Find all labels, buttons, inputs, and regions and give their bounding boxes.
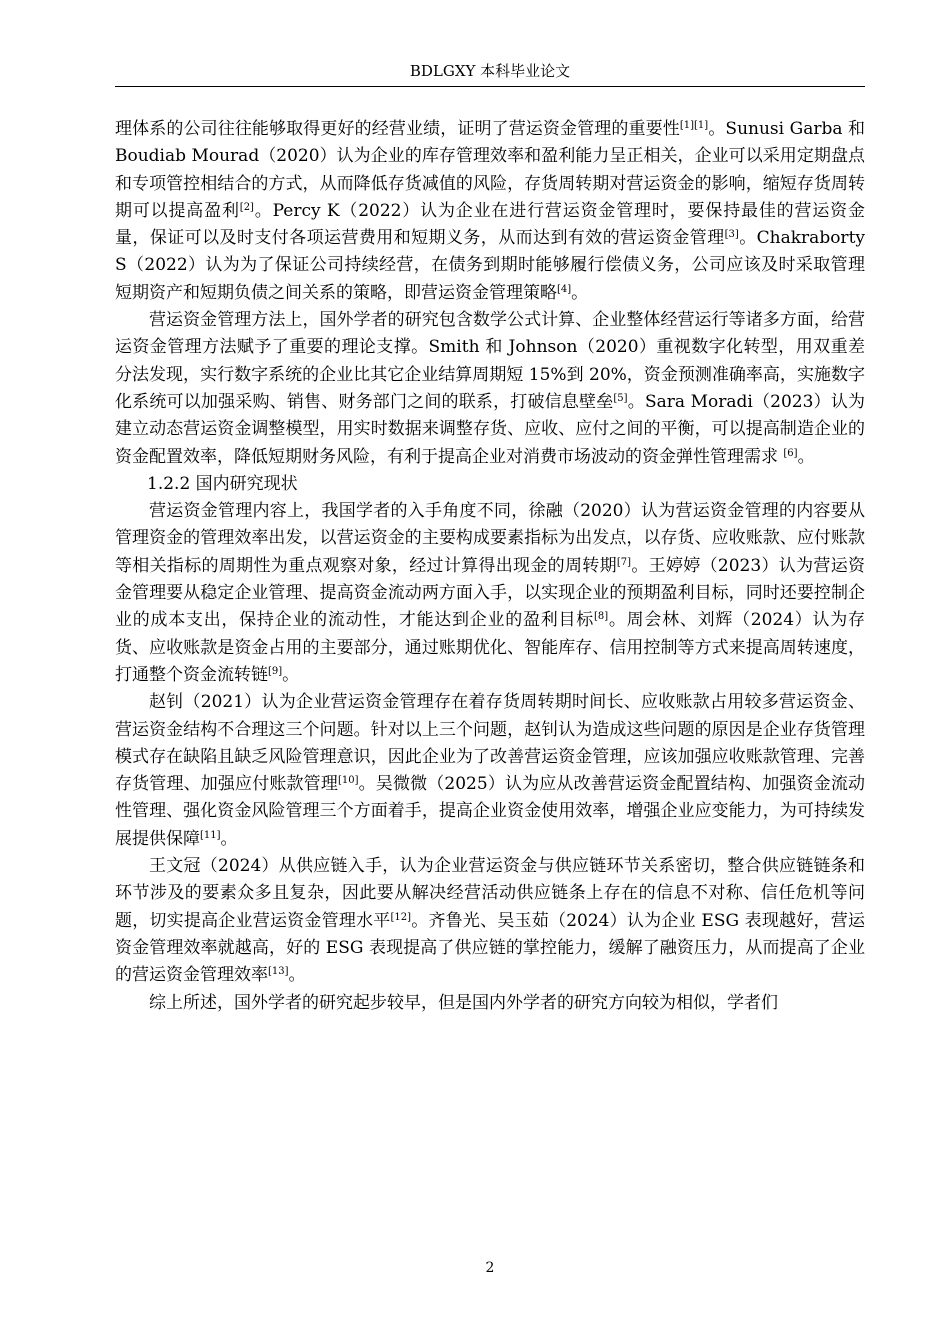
citation-marker: [3] xyxy=(724,229,739,241)
text-run: 。周会林、刘辉（2024）认为存货、应收账款是资金占用的主要部分，通过账期优化、智能库存、信用控制等方式来提高周转速度，打通整个资金流转链 xyxy=(115,610,866,685)
text-run: 。Sunusi Garba 和 Boudiab Mourad（2020）认为企业的库存管理效率和盈利能力呈正相关，企业可以采用定期盘点和专项管控相结合的方式，从而降低存货减值的风险，存货周转期对营运资金的影响，缩短存货周转期可以提高盈利 xyxy=(115,119,865,221)
citation-marker: [4] xyxy=(557,283,572,295)
body-text xyxy=(115,116,865,1017)
text-run: 王文冠（2024）从供应链入手，认为企业营运资金与供应链环节关系密切，整合供应链链条和环节涉及的要素众多且复杂，因此要从解决经营活动供应链条上存在的信息不对称、信任危机等问题，切实提高企业营运资金管理水平 xyxy=(115,856,865,931)
paragraph xyxy=(115,853,865,989)
text-run: 。Percy K（2022）认为企业在进行营运资金管理时，要保持最佳的营运资金量，保证可以及时支付各项运营费用和短期义务，从而达到有效的营运资金管理 xyxy=(115,200,865,249)
citation-marker: [8] xyxy=(593,611,609,623)
text-run: 营运资金管理内容上，我国学者的入手角度不同，徐融（2020）认为营运资金管理的内容要从管理资金的管理效率出发，以营运资金的主要构成要素指标为出发点，以存货、应收账款、应付账款等相关指标的周期性为重点观察对象，经过计算得出现金的周转期 xyxy=(115,501,865,576)
text-run: 。 xyxy=(220,828,238,849)
citation-marker: [10] xyxy=(337,775,359,787)
citation-marker: [11] xyxy=(200,829,221,841)
text-run: 。王婷婷（2023）认为营运资金管理要从稳定企业管理、提高资金流动两方面入手，以实现企业的预期盈利目标，同时还要控制企业的成本支出，保持企业的流动性，才能达到企业的盈利目标 xyxy=(115,555,866,631)
citation-marker: [12] xyxy=(390,911,412,923)
page-number: 2 xyxy=(485,1260,495,1276)
header-divider xyxy=(115,86,865,87)
paragraph xyxy=(115,498,865,689)
paragraph xyxy=(115,307,865,471)
text-run: 。Sara Moradi（2023）认为建立动态营运资金调整模型，用实时数据来调整存货、应收、应付之间的平衡，可以提高制造企业的资金配置效率，降低短期财务风险，有利于提高企业对消费市场波动的资金弹性管理需求 xyxy=(115,391,866,467)
citation-marker: [2] xyxy=(239,201,254,213)
text-run: 。吴微微（2025）认为应从改善营运资金配置结构、加强资金流动性管理、强化资金风险管理三个方面着手，提高企业资金使用效率，增强企业应变能力，为可持续发展提供保障 xyxy=(115,774,865,849)
section-heading: 1.2.2 国内研究现状 xyxy=(147,473,298,494)
citation-marker: [6] xyxy=(783,447,798,459)
text-run: 。 xyxy=(282,664,300,685)
text-run: 。 xyxy=(797,446,815,467)
paragraph xyxy=(115,116,865,307)
text-run: 赵钊（2021）认为企业营运资金管理存在着存货周转期时间长、应收账款占用较多营运资金、营运资金结构不合理这三个问题。针对以上三个问题，赵钊认为造成这些问题的原因是企业存货管理模式存在缺陷且缺乏风险管理意识，因此企业为了改善营运资金管理，应该加强应收账款管理、完善存货管理、加强应付账款管理 xyxy=(115,692,865,795)
citation-marker: [1][1] xyxy=(679,120,709,131)
text-run: 。 xyxy=(288,965,306,986)
citation-marker: [9] xyxy=(268,665,283,677)
text-run: 。齐鲁光、吴玉茹（2024）认为企业 ESG 表现越好，营运资金管理效率就越高，好的 ESG 表现提高了供应链的掌控能力，缓解了融资压力，从而提高了企业的营运资金管理效率 xyxy=(115,910,865,986)
citation-marker: [13] xyxy=(268,966,289,978)
page-header-title: BDLGXY 本科毕业论文 xyxy=(409,62,571,80)
paragraph xyxy=(115,990,865,1017)
citation-marker: [5] xyxy=(613,392,628,404)
text-run: 。Chakraborty S（2022）认为为了保证公司持续经营，在债务到期时能够履行偿债义务，公司应该及时采取管理短期资产和短期负债之间关系的策略，即营运资金管理策略 xyxy=(115,228,865,303)
paragraph xyxy=(115,689,865,853)
text-run: 理体系的公司往往能够取得更好的经营业绩，证明了营运资金管理的重要性 xyxy=(115,119,680,139)
text-run: 综上所述，国外学者的研究起步较早，但是国内外学者的研究方向较为相似，学者们 xyxy=(149,992,778,1013)
text-run: 。 xyxy=(571,282,589,303)
text-run: 营运资金管理方法上，国外学者的研究包含数学公式计算、企业整体经营运行等诸多方面，给营运资金管理方法赋予了重要的理论支撑。Smith 和 Johnson（2020）重视数字化转型，用双重差分法发现，实行数字系统的企业比其它企业结算周期短 15%到 20%，资金预测准确率高，实施数字化系统可以加强采购、销售、财务部门之间的联系，打破信息壁垒 xyxy=(115,310,865,412)
citation-marker: [7] xyxy=(616,556,632,568)
